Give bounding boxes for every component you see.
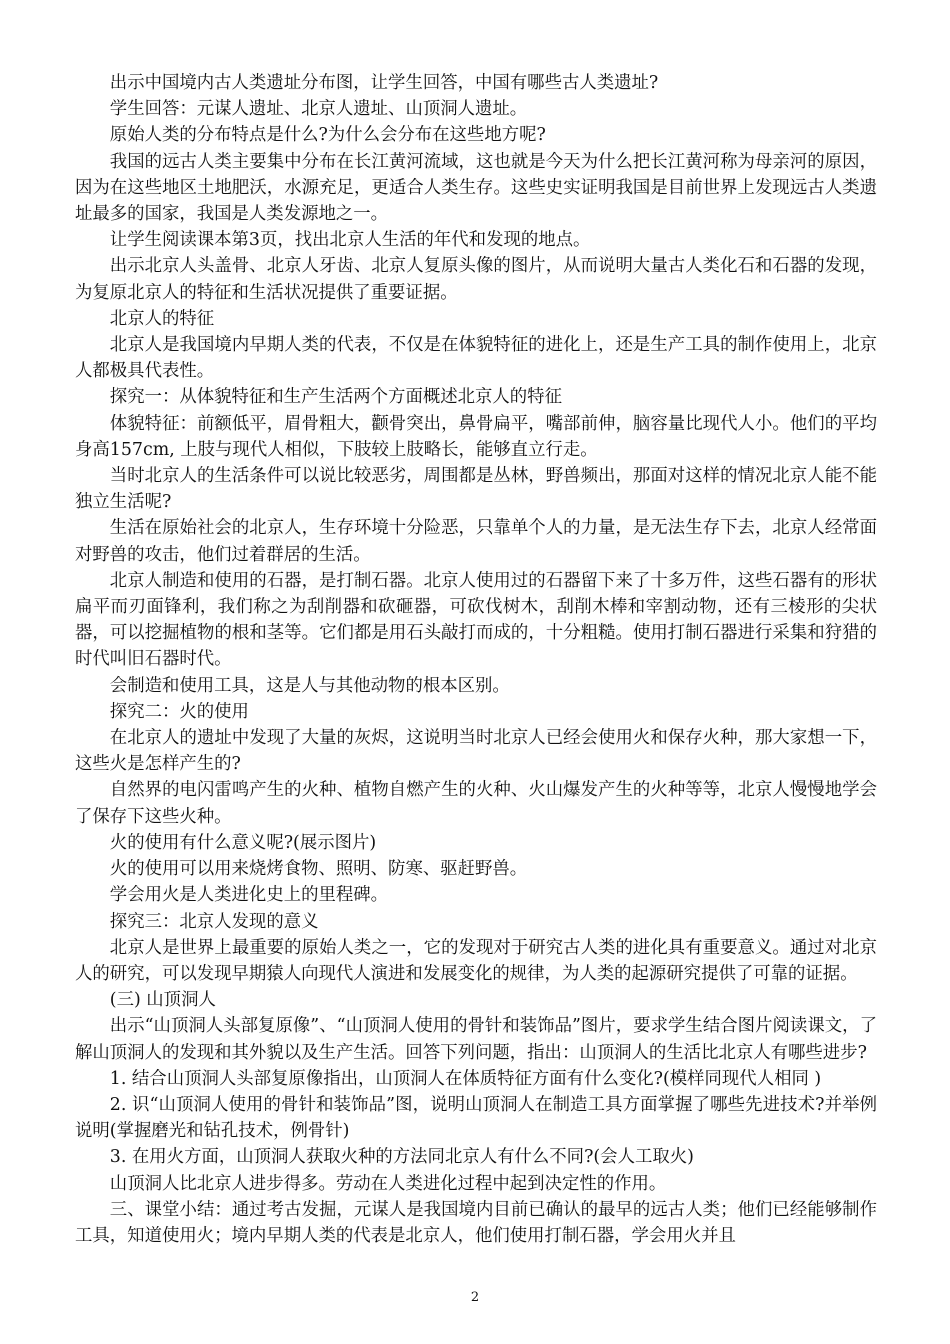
paragraph: 学会用火是人类进化史上的里程碑。 xyxy=(109,885,389,906)
section-heading: 探究一：从体貌特征和生产生活两个方面概述北京人的特征 xyxy=(109,387,562,408)
paragraph: 出示“山顶洞人头部复原像”、“山顶洞人使用的骨针和装饰品”图片，要求学生结合图片阅读课文，了解山顶洞人的发现和其外貌以及生产生活。回答下列问题，指出：山顶洞人的生活比北京人有哪些进步? xyxy=(75,1016,877,1063)
paragraph: 山顶洞人比北京人进步得多。劳动在人类进化过程中起到决定性的作用。 xyxy=(109,1173,667,1194)
list-item: 3. 在用火方面，山顶洞人获取火种的方法同北京人有什么不同?(会人工取火) xyxy=(109,1147,694,1168)
list-item: 2. 识“山顶洞人使用的骨针和装饰品”图，说明山顶洞人在制造工具方面掌握了哪些先进技术?并举例说明(掌握磨光和钻孔技术，例骨针) xyxy=(75,1094,877,1142)
paragraph: 北京人是我国境内早期人类的代表，不仅是在体貌特征的进化上，还是生产工具的制作使用上，北京人都极具代表性。 xyxy=(75,335,877,382)
paragraph: 出示北京人头盖骨、北京人牙齿、北京人复原头像的图片，从而说明大量古人类化石和石器的发现，为复原北京人的特征和生活状况提供了重要证据。 xyxy=(75,256,877,303)
paragraph: 当时北京人的生活条件可以说比较恶劣，周围都是丛林，野兽频出，那面对这样的情况北京人能不能独立生活呢? xyxy=(75,466,877,513)
list-item: 1. 结合山顶洞人头部复原像指出，山顶洞人在体质特征方面有什么变化?(模样同现代人相同 ) xyxy=(109,1068,822,1089)
paragraph: 三、课堂小结：通过考古发掘，元谋人是我国境内目前已确认的最早的远古人类；他们已经能够制作工具，知道使用火；境内早期人类的代表是北京人，他们使用打制石器，学会用火并且 xyxy=(75,1199,877,1246)
paragraph: 北京人是世界上最重要的原始人类之一，它的发现对于研究古人类的进化具有重要意义。通过对北京人的研究，可以发现早期猿人向现代人演进和发展变化的规律，为人类的起源研究提供了可靠的证据。 xyxy=(75,937,877,984)
paragraph: 火的使用有什么意义呢?(展示图片) xyxy=(109,832,377,853)
section-heading: 探究二：火的使用 xyxy=(109,701,249,722)
document-body xyxy=(75,70,877,1249)
paragraph: 北京人制造和使用的石器，是打制石器。北京人使用过的石器留下来了十多万件，这些石器有的形状扁平而刃面锋利，我们称之为刮削器和砍砸器，可砍伐树木，刮削木棒和宰割动物，还有三棱形的尖状器，可以挖掘植物的根和茎等。它们都是用石头敲打而成的，十分粗糙。使用打制石器进行采集和狩猎的时代叫旧石器时代。 xyxy=(75,570,877,670)
paragraph: 火的使用可以用来烧烤食物、照明、防寒、驱赶野兽。 xyxy=(109,859,528,880)
paragraph: 在北京人的遗址中发现了大量的灰烬，这说明当时北京人已经会使用火和保存火种，那大家想一下，这些火是怎样产生的? xyxy=(75,728,877,775)
paragraph: 体貌特征：前额低平，眉骨粗大，颧骨突出，鼻骨扁平，嘴部前伸，脑容量比现代人小。他们的平均身高157cm, 上肢与现代人相似，下肢较上肢略长，能够直立行走。 xyxy=(75,413,877,460)
paragraph: 原始人类的分布特点是什么?为什么会分布在这些地方呢? xyxy=(109,125,546,146)
paragraph: 学生回答：元谋人遗址、北京人遗址、山顶洞人遗址。 xyxy=(109,99,528,120)
section-heading: (三) 山顶洞人 xyxy=(109,990,216,1011)
paragraph: 让学生阅读课本第3页，找出北京人生活的年代和发现的地点。 xyxy=(109,230,591,251)
section-heading: 探究三：北京人发现的意义 xyxy=(109,911,319,932)
paragraph: 生活在原始社会的北京人，生存环境十分险恶，只靠单个人的力量，是无法生存下去，北京人经常面对野兽的攻击，他们过着群居的生活。 xyxy=(75,518,877,565)
paragraph: 我国的远古人类主要集中分布在长江黄河流域，这也就是今天为什么把长江黄河称为母亲河的原因，因为在这些地区土地肥沃，水源充足，更适合人类生存。这些史实证明我国是目前世界上发现远古人类遗址最多的国家，我国是人类发源地之一。 xyxy=(75,151,877,225)
paragraph: 出示中国境内古人类遗址分布图，让学生回答，中国有哪些古人类遗址? xyxy=(109,73,659,93)
paragraph: 自然界的电闪雷鸣产生的火种、植物自燃产生的火种、火山爆发产生的火种等等，北京人慢慢地学会了保存下这些火种。 xyxy=(75,780,877,827)
paragraph: 会制造和使用工具，这是人与其他动物的根本区别。 xyxy=(109,675,510,696)
section-heading: 北京人的特征 xyxy=(109,308,215,329)
page-number: 2 xyxy=(470,1290,480,1305)
